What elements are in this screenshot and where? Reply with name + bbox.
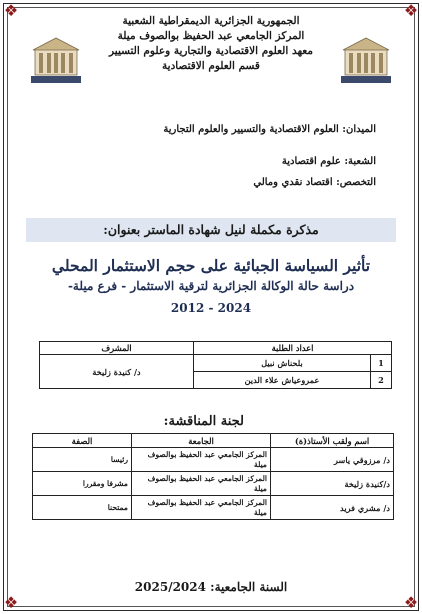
table-row — [40, 355, 392, 372]
committee-table — [32, 433, 394, 520]
member-university: المركز الجامعي عبد الحفيظ بوالصوف ميلة — [132, 448, 271, 472]
institution-header — [75, 14, 347, 74]
corner-ornament-icon: ❖ — [3, 1, 19, 20]
thesis-years: 2012 - 2024 — [170, 301, 252, 315]
member-name: د/كنيدة زليخة — [271, 472, 394, 496]
header-line-department: قسم العلوم الاقتصادية — [162, 60, 260, 72]
member-role: مشرفا ومقررا — [33, 472, 132, 496]
header-line-institute: معهد العلوم الاقتصادية والتجارية وعلوم التسيير — [108, 45, 313, 57]
thesis-banner: مذكرة مكملة لنيل شهادة الماستر بعنوان: — [26, 218, 396, 242]
header-line-republic: الجمهورية الجزائرية الديمقراطية الشعبية — [122, 15, 300, 27]
member-role: ممتحنا — [33, 496, 132, 520]
university-logo-right — [339, 35, 393, 85]
committee-header-university: الجامعة — [132, 434, 271, 448]
student-number: 2 — [371, 372, 392, 389]
supervisor-name: د/ كنيدة زليخة — [40, 355, 194, 389]
committee-header-role: الصفة — [33, 434, 132, 448]
student-name: بلحناش نبيل — [194, 355, 371, 372]
committee-title: لجنة المناقشة: — [163, 414, 244, 429]
member-role: رئيسا — [33, 448, 132, 472]
thesis-title: تأثير السياسة الجبائية على حجم الاستثمار المحلي — [51, 256, 371, 275]
member-university: المركز الجامعي عبد الحفيظ بوالصوف ميلة — [132, 472, 271, 496]
students-table — [39, 341, 392, 389]
student-name: عمروعياش علاء الدين — [194, 372, 371, 389]
corner-ornament-icon: ❖ — [403, 593, 419, 612]
table-row — [33, 448, 394, 472]
member-name: د/ مشري فريد — [271, 496, 394, 520]
corner-ornament-icon: ❖ — [403, 1, 419, 20]
table-row — [33, 472, 394, 496]
committee-header-name: اسم ولقب الأستاذ(ة) — [271, 434, 394, 448]
field-domain: الميدان: العلوم الاقتصادية والتسيير والعلوم التجارية — [163, 124, 376, 135]
supervisor-header: المشرف — [40, 342, 194, 355]
students-header: اعداد الطلبة — [194, 342, 392, 355]
member-name: د/ مرزوقي ياسر — [271, 448, 394, 472]
corner-ornament-icon: ❖ — [3, 593, 19, 612]
student-number: 1 — [371, 355, 392, 372]
field-specialty: التخصص: اقتصاد نقدي ومالي — [253, 177, 376, 188]
member-university: المركز الجامعي عبد الحفيظ بوالصوف ميلة — [132, 496, 271, 520]
table-row — [33, 496, 394, 520]
header-line-university: المركز الجامعي عبد الحفيظ بوالصوف ميلة — [117, 30, 305, 42]
field-branch: الشعبة: علوم اقتصادية — [281, 156, 376, 167]
academic-year: السنة الجامعية: 2025/2024 — [134, 580, 288, 594]
thesis-subtitle: دراسة حالة الوكالة الجزائرية لترقية الاستثمار - فرع ميلة- — [67, 279, 355, 293]
